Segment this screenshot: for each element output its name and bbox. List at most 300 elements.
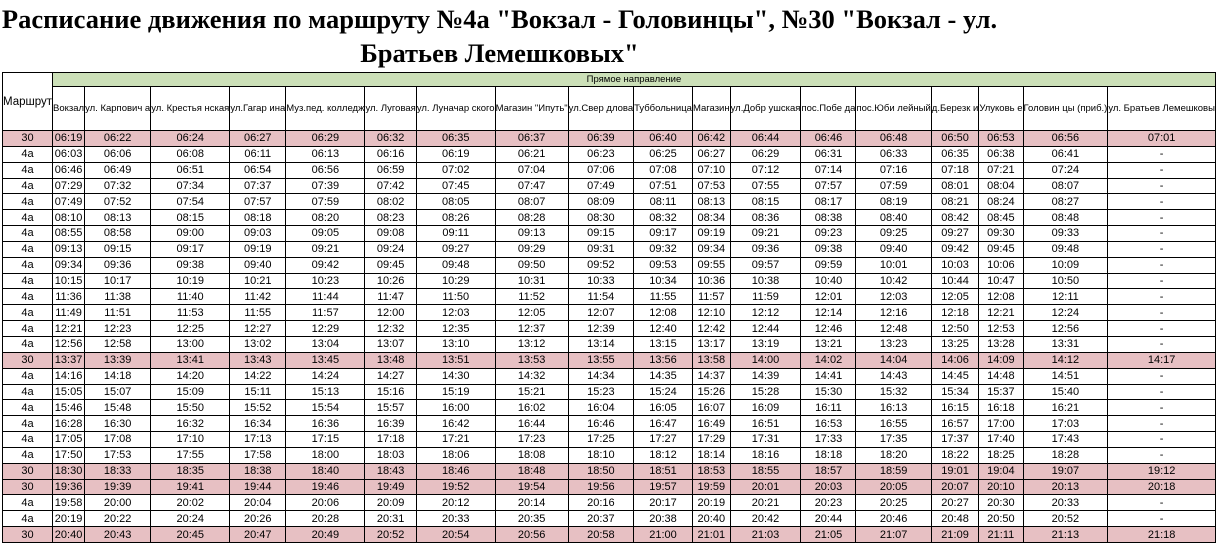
stop-header: д.Березк и (931, 87, 979, 131)
time-cell: 12:21 (53, 321, 85, 337)
time-cell: 18:40 (286, 463, 365, 479)
time-cell: 17:58 (230, 447, 286, 463)
route-number: 4а (3, 178, 53, 194)
time-cell: 13:15 (634, 336, 693, 352)
route-column-header: Маршрут (3, 73, 53, 131)
time-cell: 12:53 (979, 321, 1023, 337)
time-cell: 20:12 (416, 495, 495, 511)
time-cell: 15:24 (634, 384, 693, 400)
schedule-row (3, 416, 1216, 432)
route-number: 4а (3, 511, 53, 527)
time-cell: 16:32 (151, 416, 230, 432)
time-cell: 19:54 (495, 479, 568, 495)
time-cell: 07:53 (692, 178, 730, 194)
time-cell: 08:42 (931, 210, 979, 226)
route-number: 4а (3, 400, 53, 416)
time-cell: 06:51 (151, 162, 230, 178)
time-cell: 11:50 (416, 289, 495, 305)
time-cell: 13:14 (568, 336, 633, 352)
time-cell: 10:01 (856, 257, 931, 273)
time-cell: 20:52 (1023, 511, 1108, 527)
time-cell: 06:29 (286, 131, 365, 147)
time-cell: 16:36 (286, 416, 365, 432)
time-cell: 12:58 (85, 336, 151, 352)
time-cell: 13:43 (230, 352, 286, 368)
stop-header: ул. Луначар ского (416, 87, 495, 131)
time-cell: 17:33 (801, 432, 856, 448)
schedule-table (2, 72, 1216, 543)
time-cell: 07:39 (286, 178, 365, 194)
time-cell: 14:41 (801, 368, 856, 384)
time-cell: 07:04 (495, 162, 568, 178)
time-cell: 09:24 (365, 241, 416, 257)
time-cell: 11:54 (568, 289, 633, 305)
time-cell: 17:15 (286, 432, 365, 448)
time-cell: 20:40 (53, 527, 85, 543)
time-cell: 18:20 (856, 447, 931, 463)
schedule-header (3, 73, 1216, 131)
time-cell: 07:57 (230, 194, 286, 210)
time-cell: 11:52 (495, 289, 568, 305)
time-cell: 20:48 (931, 511, 979, 527)
schedule-row (3, 479, 1216, 495)
time-cell: 19:39 (85, 479, 151, 495)
route-number: 30 (3, 463, 53, 479)
time-cell: 17:31 (730, 432, 801, 448)
schedule-row (3, 400, 1216, 416)
time-cell: - (1108, 336, 1216, 352)
schedule-row (3, 289, 1216, 305)
time-cell: 18:30 (53, 463, 85, 479)
time-cell: 15:54 (286, 400, 365, 416)
time-cell: 15:32 (856, 384, 931, 400)
time-cell: 12:01 (801, 289, 856, 305)
time-cell: 07:47 (495, 178, 568, 194)
time-cell: 15:07 (85, 384, 151, 400)
time-cell: 10:26 (365, 273, 416, 289)
time-cell: 20:04 (230, 495, 286, 511)
time-cell: 13:45 (286, 352, 365, 368)
time-cell: 17:43 (1023, 432, 1108, 448)
time-cell: 21:00 (634, 527, 693, 543)
time-cell: - (1108, 511, 1216, 527)
time-cell: 09:34 (692, 241, 730, 257)
time-cell: 14:22 (230, 368, 286, 384)
route-number: 30 (3, 131, 53, 147)
time-cell: - (1108, 289, 1216, 305)
time-cell: 13:31 (1023, 336, 1108, 352)
stop-header: Туббольницa (634, 87, 693, 131)
time-cell: 08:07 (495, 194, 568, 210)
time-cell: 20:02 (151, 495, 230, 511)
time-cell: 08:55 (53, 226, 85, 242)
time-cell: - (1108, 416, 1216, 432)
time-cell: 06:56 (1023, 131, 1108, 147)
stop-header: ул. Луговая (365, 87, 416, 131)
time-cell: 09:17 (151, 241, 230, 257)
time-cell: 08:38 (801, 210, 856, 226)
time-cell: 08:48 (1023, 210, 1108, 226)
schedule-row (3, 447, 1216, 463)
time-cell: 14:30 (416, 368, 495, 384)
time-cell: 06:06 (85, 146, 151, 162)
header-row-direction (3, 73, 1216, 87)
time-cell: 09:15 (568, 226, 633, 242)
time-cell: 16:09 (730, 400, 801, 416)
time-cell: 20:09 (365, 495, 416, 511)
time-cell: 15:11 (230, 384, 286, 400)
time-cell: 06:49 (85, 162, 151, 178)
time-cell: 15:48 (85, 400, 151, 416)
time-cell: 08:32 (634, 210, 693, 226)
stop-header: Головин цы (приб.) (1023, 87, 1108, 131)
schedule-row (3, 162, 1216, 178)
time-cell: 08:18 (230, 210, 286, 226)
time-cell: 10:33 (568, 273, 633, 289)
route-number: 4а (3, 368, 53, 384)
time-cell: 09:17 (634, 226, 693, 242)
time-cell: 17:53 (85, 447, 151, 463)
time-cell: 13:07 (365, 336, 416, 352)
schedule-row (3, 527, 1216, 543)
time-cell: 06:03 (53, 146, 85, 162)
time-cell: 09:00 (151, 226, 230, 242)
time-cell: 15:13 (286, 384, 365, 400)
time-cell: 06:27 (692, 146, 730, 162)
time-cell: 10:44 (931, 273, 979, 289)
time-cell: 20:06 (286, 495, 365, 511)
time-cell: 14:06 (931, 352, 979, 368)
time-cell: 19:01 (931, 463, 979, 479)
time-cell: 17:25 (568, 432, 633, 448)
time-cell: 20:05 (856, 479, 931, 495)
time-cell: 09:19 (692, 226, 730, 242)
time-cell: 20:35 (495, 511, 568, 527)
direction-header: Прямое направление (53, 73, 1216, 87)
time-cell: 18:03 (365, 447, 416, 463)
time-cell: 06:35 (416, 131, 495, 147)
time-cell: 15:26 (692, 384, 730, 400)
time-cell: 11:57 (286, 305, 365, 321)
time-cell: 13:23 (856, 336, 931, 352)
time-cell: 20:27 (931, 495, 979, 511)
time-cell: 08:26 (416, 210, 495, 226)
time-cell: 08:20 (286, 210, 365, 226)
time-cell: 16:07 (692, 400, 730, 416)
stop-header: ул.Добр ушская (730, 87, 801, 131)
time-cell: 10:06 (979, 257, 1023, 273)
time-cell: 09:13 (495, 226, 568, 242)
time-cell: 17:29 (692, 432, 730, 448)
time-cell: 17:05 (53, 432, 85, 448)
time-cell: 13:56 (634, 352, 693, 368)
time-cell: 12:03 (856, 289, 931, 305)
time-cell: 12:25 (151, 321, 230, 337)
time-cell: 12:42 (692, 321, 730, 337)
schedule-row (3, 352, 1216, 368)
time-cell: 20:58 (568, 527, 633, 543)
time-cell: 11:55 (230, 305, 286, 321)
time-cell: - (1108, 384, 1216, 400)
time-cell: 06:33 (856, 146, 931, 162)
time-cell: 16:53 (801, 416, 856, 432)
time-cell: - (1108, 400, 1216, 416)
time-cell: 16:28 (53, 416, 85, 432)
time-cell: 16:57 (931, 416, 979, 432)
time-cell: 20:03 (801, 479, 856, 495)
time-cell: 16:55 (856, 416, 931, 432)
schedule-row (3, 305, 1216, 321)
time-cell: 07:49 (53, 194, 85, 210)
time-cell: 06:59 (365, 162, 416, 178)
time-cell: 12:32 (365, 321, 416, 337)
time-cell: 20:46 (856, 511, 931, 527)
time-cell: 09:53 (634, 257, 693, 273)
time-cell: 20:49 (286, 527, 365, 543)
time-cell: 08:05 (416, 194, 495, 210)
time-cell: 20:44 (801, 511, 856, 527)
schedule-row (3, 194, 1216, 210)
time-cell: 07:01 (1108, 131, 1216, 147)
time-cell: 08:11 (634, 194, 693, 210)
stop-header: Магазин "Ипуть" (495, 87, 568, 131)
time-cell: 06:41 (1023, 146, 1108, 162)
time-cell: 08:36 (730, 210, 801, 226)
time-cell: 09:55 (692, 257, 730, 273)
time-cell: 17:13 (230, 432, 286, 448)
schedule-row (3, 257, 1216, 273)
time-cell: - (1108, 226, 1216, 242)
time-cell: 20:22 (85, 511, 151, 527)
time-cell: 11:49 (53, 305, 85, 321)
time-cell: 19:56 (568, 479, 633, 495)
time-cell: 19:52 (416, 479, 495, 495)
time-cell: 07:52 (85, 194, 151, 210)
time-cell: 20:01 (730, 479, 801, 495)
time-cell: 17:10 (151, 432, 230, 448)
route-number: 4а (3, 384, 53, 400)
time-cell: 08:24 (979, 194, 1023, 210)
time-cell: 12:10 (692, 305, 730, 321)
time-cell: 21:05 (801, 527, 856, 543)
time-cell: - (1108, 210, 1216, 226)
time-cell: 21:03 (730, 527, 801, 543)
time-cell: 17:50 (53, 447, 85, 463)
time-cell: 11:42 (230, 289, 286, 305)
time-cell: 11:55 (634, 289, 693, 305)
time-cell: 17:08 (85, 432, 151, 448)
time-cell: 07:45 (416, 178, 495, 194)
time-cell: 17:21 (416, 432, 495, 448)
time-cell: 07:12 (730, 162, 801, 178)
time-cell: 06:19 (416, 146, 495, 162)
route-number: 4а (3, 495, 53, 511)
time-cell: 14:34 (568, 368, 633, 384)
time-cell: 06:38 (979, 146, 1023, 162)
time-cell: 07:18 (931, 162, 979, 178)
schedule-row (3, 321, 1216, 337)
time-cell: 10:40 (801, 273, 856, 289)
time-cell: 08:40 (856, 210, 931, 226)
schedule-row (3, 226, 1216, 242)
time-cell: 20:30 (979, 495, 1023, 511)
time-cell: 07:29 (53, 178, 85, 194)
time-cell: 20:13 (1023, 479, 1108, 495)
route-number: 30 (3, 527, 53, 543)
route-number: 4а (3, 194, 53, 210)
schedule-row (3, 241, 1216, 257)
time-cell: 09:03 (230, 226, 286, 242)
time-cell: 19:57 (634, 479, 693, 495)
time-cell: 09:38 (801, 241, 856, 257)
time-cell: 15:34 (931, 384, 979, 400)
time-cell: 20:18 (1108, 479, 1216, 495)
time-cell: 12:14 (801, 305, 856, 321)
time-cell: 07:49 (568, 178, 633, 194)
time-cell: 18:55 (730, 463, 801, 479)
time-cell: 18:43 (365, 463, 416, 479)
schedule-row (3, 131, 1216, 147)
time-cell: 09:27 (931, 226, 979, 242)
time-cell: 09:59 (801, 257, 856, 273)
time-cell: 12:05 (495, 305, 568, 321)
time-cell: 06:50 (931, 131, 979, 147)
route-number: 30 (3, 352, 53, 368)
time-cell: 15:19 (416, 384, 495, 400)
time-cell: 09:15 (85, 241, 151, 257)
time-cell: 09:36 (85, 257, 151, 273)
stop-header: Муз.пед. колледж (286, 87, 365, 131)
time-cell: 20:07 (931, 479, 979, 495)
time-cell: 18:33 (85, 463, 151, 479)
time-cell: 20:10 (979, 479, 1023, 495)
time-cell: 14:51 (1023, 368, 1108, 384)
time-cell: 19:59 (692, 479, 730, 495)
time-cell: 17:00 (979, 416, 1023, 432)
time-cell: 17:03 (1023, 416, 1108, 432)
time-cell: 19:44 (230, 479, 286, 495)
time-cell: 07:32 (85, 178, 151, 194)
time-cell: 15:52 (230, 400, 286, 416)
time-cell: 08:27 (1023, 194, 1108, 210)
route-number: 4а (3, 273, 53, 289)
time-cell: 10:17 (85, 273, 151, 289)
time-cell: 12:16 (856, 305, 931, 321)
time-cell: 12:03 (416, 305, 495, 321)
time-cell: 08:07 (1023, 178, 1108, 194)
stop-header: Магазин (692, 87, 730, 131)
time-cell: 19:12 (1108, 463, 1216, 479)
time-cell: 11:40 (151, 289, 230, 305)
time-cell: 11:38 (85, 289, 151, 305)
time-cell: 16:15 (931, 400, 979, 416)
time-cell: 15:09 (151, 384, 230, 400)
time-cell: 13:19 (730, 336, 801, 352)
time-cell: 06:27 (230, 131, 286, 147)
route-number: 4а (3, 305, 53, 321)
time-cell: 12:23 (85, 321, 151, 337)
time-cell: 10:36 (692, 273, 730, 289)
time-cell: 08:15 (151, 210, 230, 226)
time-cell: 10:29 (416, 273, 495, 289)
time-cell: 07:59 (856, 178, 931, 194)
time-cell: 18:00 (286, 447, 365, 463)
time-cell: 20:14 (495, 495, 568, 511)
schedule-row (3, 495, 1216, 511)
time-cell: 20:24 (151, 511, 230, 527)
time-cell: 13:28 (979, 336, 1023, 352)
time-cell: 11:51 (85, 305, 151, 321)
time-cell: 16:47 (634, 416, 693, 432)
schedule-body (3, 131, 1216, 543)
time-cell: 07:06 (568, 162, 633, 178)
time-cell: - (1108, 194, 1216, 210)
schedule-row (3, 511, 1216, 527)
time-cell: 16:42 (416, 416, 495, 432)
time-cell: - (1108, 273, 1216, 289)
time-cell: 10:15 (53, 273, 85, 289)
time-cell: 09:34 (53, 257, 85, 273)
time-cell: 16:51 (730, 416, 801, 432)
time-cell: 13:55 (568, 352, 633, 368)
route-number: 4а (3, 321, 53, 337)
time-cell: 13:10 (416, 336, 495, 352)
time-cell: 21:01 (692, 527, 730, 543)
route-number: 4а (3, 432, 53, 448)
time-cell: 11:57 (692, 289, 730, 305)
time-cell: 19:36 (53, 479, 85, 495)
time-cell: 15:16 (365, 384, 416, 400)
time-cell: 06:32 (365, 131, 416, 147)
time-cell: 07:37 (230, 178, 286, 194)
time-cell: 10:03 (931, 257, 979, 273)
time-cell: 11:47 (365, 289, 416, 305)
time-cell: 20:19 (692, 495, 730, 511)
time-cell: 07:02 (416, 162, 495, 178)
time-cell: 06:40 (634, 131, 693, 147)
time-cell: 17:18 (365, 432, 416, 448)
time-cell: 15:28 (730, 384, 801, 400)
time-cell: 12:21 (979, 305, 1023, 321)
time-cell: 06:29 (730, 146, 801, 162)
schedule-row (3, 273, 1216, 289)
route-number: 4а (3, 241, 53, 257)
time-cell: 09:40 (856, 241, 931, 257)
time-cell: 12:39 (568, 321, 633, 337)
time-cell: 11:36 (53, 289, 85, 305)
time-cell: 06:46 (53, 162, 85, 178)
time-cell: 07:54 (151, 194, 230, 210)
time-cell: 09:42 (286, 257, 365, 273)
time-cell: 14:45 (931, 368, 979, 384)
time-cell: 08:34 (692, 210, 730, 226)
time-cell: 15:21 (495, 384, 568, 400)
stop-header: Улуковь е (979, 87, 1023, 131)
time-cell: 10:34 (634, 273, 693, 289)
time-cell: 19:07 (1023, 463, 1108, 479)
time-cell: 09:19 (230, 241, 286, 257)
time-cell: 08:04 (979, 178, 1023, 194)
time-cell: 09:11 (416, 226, 495, 242)
time-cell: 20:37 (568, 511, 633, 527)
time-cell: - (1108, 146, 1216, 162)
time-cell: 13:39 (85, 352, 151, 368)
time-cell: 13:00 (151, 336, 230, 352)
time-cell: 17:55 (151, 447, 230, 463)
route-number: 4а (3, 146, 53, 162)
time-cell: 14:18 (85, 368, 151, 384)
time-cell: 14:24 (286, 368, 365, 384)
